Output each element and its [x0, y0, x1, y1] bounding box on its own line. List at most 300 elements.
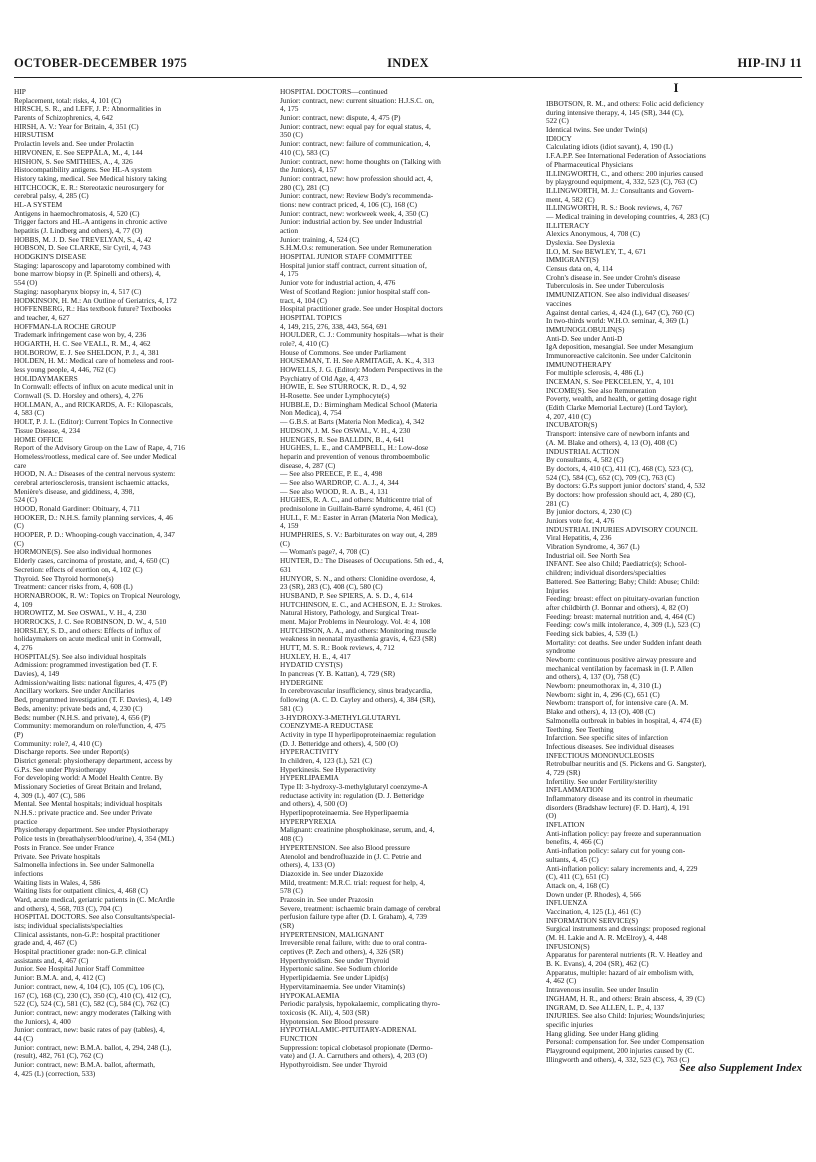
- index-line: Hypothyroidism. See under Thyroid: [280, 1061, 388, 1069]
- index-line: HOLDEN, H. M.: Medical care of homeless and root-: [14, 357, 174, 366]
- index-line: INFECTIOUS MONONUCLEOSIS: [546, 751, 655, 760]
- index-line: Bed, programmed investigation (T. F. Davies), 4, 149: [14, 696, 172, 705]
- index-line: HOULDER, C. J.: Community hospitals—what is their: [280, 331, 444, 340]
- index-line: HUGHES, L. E., and CAMPBELL, H.: Low-dose: [280, 444, 429, 453]
- index-line: Alexics Anonymous, 4, 708 (C): [546, 230, 641, 239]
- index-line: HIRSCH, S. R., and LEFF, J. P.: Abnormalities in: [14, 105, 162, 114]
- index-line: reductase activity in: regulation (D. J. Betteridge: [280, 791, 425, 800]
- index-line: HUNTER, D.: The Diseases of Occupations. 5th ed., 4,: [280, 557, 444, 566]
- index-line: INFUSION(S): [546, 942, 590, 951]
- index-line: Feeding: breast: maternal nutrition and, 4, 464 (C): [546, 612, 695, 621]
- index-line: Anti-inflation policy: salary increments and, 4, 229: [546, 864, 698, 873]
- index-line: Junior: contract, new: angry moderates (Talking with: [14, 1008, 171, 1017]
- index-line: HOWIE, E. See STURROCK, R. D., 4, 92: [280, 383, 407, 392]
- index-line: Poverty, wealth, and health, or getting dosage right: [546, 395, 697, 404]
- index-line: Hyperkinesis. See Hyperactivity: [280, 765, 376, 774]
- index-line: the Juniors), 4, 157: [280, 166, 337, 175]
- index-line: hepatitis (J. Lindberg and others), 4, 77 (O): [14, 227, 143, 235]
- index-line: following (A. C. D. Cayley and others), 4, 384 (SR),: [280, 696, 436, 705]
- index-line: Juniors vote for, 4, 476: [546, 517, 615, 525]
- index-line: action: [280, 227, 299, 235]
- index-line: ists; individual specialists/specialties: [14, 922, 123, 930]
- index-line: HYPERLIPAEMIA: [280, 774, 339, 783]
- index-line: By doctors, 4, 410 (C), 411 (C), 468 (C), 523 (C),: [546, 464, 694, 473]
- index-line: Mortality: cot deaths. See under Sudden infant death: [546, 638, 702, 647]
- index-line: HOOPER, P. D.: Whooping-cough vaccination, 4, 347: [14, 531, 176, 540]
- index-line: INFORMATION SERVICE(S): [546, 916, 638, 925]
- index-line: Suppression: topical clobetasol propionate (Dermo-: [280, 1043, 433, 1052]
- index-line: Junior: contract, new: workweek week, 4, 350 (C): [280, 209, 429, 218]
- index-line: INCOME(S). See also Remuneration: [546, 386, 657, 395]
- index-line: Junior: contract, new: Review Body's recommenda-: [280, 192, 434, 201]
- index-line: during intensive therapy, 4, 145 (SR), 344 (C),: [546, 108, 684, 117]
- index-line: HUMPHRIES, S. V.: Barbiturates on way out, 4, 289: [280, 531, 438, 540]
- index-line: ment. Major Problems in Neurology. Vol. 4: 4, 108: [280, 617, 431, 626]
- index-line: Transport: intensive care of newborn infants and: [546, 430, 690, 439]
- index-line: INFANT. See also Child; Paediatric(s); School-: [546, 560, 687, 569]
- index-line: HUGHES, R. A. C., and others: Multicentre trial of: [280, 496, 433, 505]
- index-line: 167 (C), 168 (C), 230 (C), 350 (C), 410 (C), 412 (C),: [14, 991, 172, 1000]
- index-line: IBBOTSON, R. M., and others: Folic acid deficiency: [546, 100, 704, 108]
- index-line: HYPOKALAEMIA: [280, 991, 340, 1000]
- index-line: HOFFMAN-LA ROCHE GROUP: [14, 322, 116, 331]
- index-line: Feeding sick babies, 4, 539 (L): [546, 629, 638, 638]
- index-line: Severe, treatment: ischaemic brain damage of cerebral: [280, 904, 441, 913]
- index-line: HITCHCOCK, E. R.: Stereotaxic neurosurgery for: [14, 183, 165, 192]
- index-line: 280 (C), 281 (C): [280, 183, 330, 192]
- index-line: others), 4, 133 (O): [280, 861, 335, 870]
- index-line: Community: memorandum on role/function, 4, 475: [14, 722, 166, 731]
- index-line: role?, 4, 410 (C): [280, 339, 329, 348]
- index-line: For developing world: A Model Health Centre. By: [14, 774, 164, 783]
- index-line: Hospital practitioner grade: non-G.P. clinical: [14, 948, 147, 957]
- header-title: INDEX: [387, 56, 429, 70]
- index-line: 4, 109: [14, 600, 33, 609]
- index-line: Hyperthyroidism. See under Thyroid: [280, 956, 390, 965]
- index-line: specific injuries: [546, 1020, 593, 1029]
- index-line: Secretion: effects of exertion on, 4, 102 (C): [14, 565, 143, 574]
- index-line: Teething. See Teething: [546, 725, 614, 734]
- index-line: Dyslexia. See Dyslexia: [546, 239, 615, 247]
- index-line: Junior: contract, new: basic rates of pay (tables), 4,: [14, 1026, 165, 1035]
- index-line: 4, 425 (L) (correction, 533): [14, 1069, 96, 1078]
- index-line: prednisolone in Guillain-Barré syndrome, 4, 461 (C): [280, 505, 436, 513]
- index-line: Menière's disease, and giddiness, 4, 398,: [14, 487, 135, 496]
- index-line: HUBBLE, D.: Birmingham Medical School (Materia: [280, 400, 438, 409]
- index-line: 350 (C): [280, 131, 303, 140]
- index-line: 4, 309 (L), 407 (C), 586: [14, 791, 86, 800]
- index-line: Trigger factors and HL-A antigens in chronic active: [14, 218, 168, 227]
- index-line: INFLUENZA: [546, 899, 588, 908]
- index-line: Junior vote for industrial action, 4, 476: [280, 279, 396, 288]
- index-line: and others), 4, 568, 703 (C), 704 (C): [14, 904, 123, 913]
- index-line: HYPERTENSION, MALIGNANT: [280, 930, 384, 939]
- index-line: Mild, treatment: M.R.C. trial: request for help, 4,: [280, 878, 426, 887]
- index-line: Hypertonic saline. See Sodium chloride: [280, 965, 398, 974]
- index-line: (C): [14, 522, 24, 531]
- index-column-2: [280, 88, 540, 1070]
- index-line: In two-thirds world: W.H.O. seminar, 4, 369 (L): [546, 317, 689, 326]
- index-line: ceptives (P. Zech and others), 4, 326 (SR): [280, 948, 404, 957]
- index-line: Thyroid. See Thyroid hormone(s): [14, 574, 114, 583]
- index-line: INCUBATOR(S): [546, 421, 598, 430]
- index-line: Junior. See Hospital Junior Staff Committee: [14, 965, 145, 974]
- index-line: HOSPITAL JUNIOR STAFF COMMITTEE: [280, 253, 413, 262]
- index-line: Hyperlipoproteinaemia. See Hyperlipaemia: [280, 809, 409, 818]
- index-line: — See also WARDROP, C. A. J., 4, 344: [280, 478, 399, 487]
- index-line: INDUSTRIAL INJURIES ADVISORY COUNCIL: [546, 525, 698, 534]
- index-line: By doctors: how profession should act, 4, 280 (C),: [546, 490, 696, 499]
- index-line: benefits, 4, 466 (C): [546, 838, 604, 847]
- index-line: Blake and others), 4, 13 (O), 408 (C): [546, 708, 656, 717]
- index-line: Anti-inflation policy: salary cut for young con-: [546, 847, 686, 856]
- index-line: Elderly cases, carcinoma of prostate, and, 4, 650 (C): [14, 557, 170, 566]
- index-line: HOBSON, D. See CLARKE, Sir Cyril, 4, 743: [14, 244, 151, 253]
- index-line: heparin and prevention of venous thromboembolic: [280, 452, 430, 461]
- index-line: HOLT, P. J. L. (Editor): Current Topics In Connective: [14, 418, 173, 427]
- index-line: FUNCTION: [280, 1034, 318, 1043]
- index-line: Infectious diseases. See individual diseases: [546, 742, 674, 751]
- index-line: By doctors: G.P.s support junior doctors' stand, 4, 532: [546, 482, 706, 491]
- index-line: HULL, F. M.: Easter in Arran (Materia Non Medica),: [280, 513, 438, 522]
- index-line: Prazosin in. See under Prazosin: [280, 895, 374, 904]
- index-line: 524 (C): [14, 496, 37, 505]
- index-line: INFLATION: [546, 821, 585, 830]
- index-line: HIP: [14, 88, 26, 96]
- index-line: Surgical instruments and dressings: proposed regional: [546, 925, 706, 934]
- index-line: Psychiatry of Old Age, 4, 473: [280, 374, 369, 383]
- index-line: Newborn: continuous positive airway pressure and: [546, 656, 697, 664]
- index-column-1: [14, 88, 274, 1078]
- index-line: Junior: B.M.A. and, 4, 412 (C): [14, 974, 106, 983]
- index-line: (Edith Clarke Memorial Lecture) (Lord Taylor),: [546, 404, 688, 413]
- index-line: Junior: industrial action by. See under Industrial: [280, 218, 423, 227]
- index-line: HL-A SYSTEM: [14, 200, 63, 209]
- index-line: Identical twins. See under Twin(s): [546, 126, 648, 135]
- index-line: 4, 149, 215, 276, 338, 443, 564, 691: [280, 322, 388, 331]
- index-line: HOLIDAYMAKERS: [14, 374, 78, 383]
- index-line: In children, 4, 123 (L), 521 (C): [280, 756, 373, 765]
- header-rule: [14, 77, 802, 78]
- index-line: Trademark infringement case won by, 4, 236: [14, 331, 147, 340]
- index-line: By consultants, 4, 582 (C): [546, 456, 624, 465]
- index-line: Apparatus, multiple: hazard of air embolism with,: [546, 968, 694, 977]
- index-line: Posts in France. See under France: [14, 843, 115, 852]
- index-line: HOSPITAL TOPICS: [280, 313, 342, 322]
- index-line: Non Medica), 4, 754: [280, 409, 342, 418]
- index-line: (C): [14, 539, 24, 548]
- index-line: Report of the Advisory Group on the Law of Rape, 4, 716: [14, 444, 185, 453]
- index-line: Down under (P. Rhodes), 4, 566: [546, 890, 641, 899]
- index-line: Junior: contract, new: failure of communication, 4,: [280, 140, 431, 149]
- index-line: Infarction. See specific sites of infarction: [546, 734, 668, 743]
- index-line: by playground equipment, 4, 332, 523 (C), 763 (C): [546, 178, 698, 187]
- index-line: HOUSEMAN, T. H. See ARMITAGE, A. K., 4, 313: [280, 357, 435, 366]
- index-line: For multiple sclerosis, 4, 486 (L): [546, 369, 644, 378]
- index-line: children; individual disorders/specialties: [546, 569, 666, 578]
- index-line: 4, 207, 410 (C): [546, 412, 591, 421]
- index-line: Irreversible renal failure, with: due to oral contra-: [280, 939, 427, 948]
- index-line: Diazoxide in. See under Diazoxide: [280, 869, 384, 878]
- index-line: toxicosis (K. Ali), 4, 503 (SR): [280, 1008, 370, 1017]
- index-line: Junior: contract, new: dispute, 4, 475 (P): [280, 114, 401, 123]
- index-line: Injuries: [546, 586, 569, 595]
- index-line: HUENGES, R. See BALLDIN, B., 4, 641: [280, 435, 405, 444]
- index-line: West of Scotland Region: junior hospital staff con-: [280, 287, 431, 296]
- index-line: N.H.S.: private practice and. See under Private: [14, 809, 153, 818]
- index-line: of Pharmaceutical Physicians: [546, 160, 634, 169]
- index-line: Junior: contract, new: B.M.A. ballot, aftermath,: [14, 1061, 156, 1069]
- index-line: (A. M. Blake and others), 4, 13 (O), 408 (C): [546, 438, 677, 447]
- index-line: — See also WOOD, R. A. B., 4, 131: [280, 487, 389, 496]
- index-line: HYPERPYREXIA: [280, 817, 337, 826]
- index-line: HOBBS, M. J. D. See TREVELYAN, S., 4, 42: [14, 235, 152, 244]
- index-line: Tissue Disease, 4, 234: [14, 426, 81, 435]
- index-line: Vaccination, 4, 125 (L), 461 (C): [546, 907, 641, 916]
- index-line: Malignant: creatinine phosphokinase, serum, and, 4,: [280, 826, 435, 835]
- index-line: IMMUNIZATION. See also individual diseases/: [546, 291, 690, 300]
- index-line: 4, 729 (SR): [546, 768, 581, 777]
- index-line: perfusion failure type after (D. I. Graham), 4, 739: [280, 913, 427, 922]
- index-line: Against dental caries, 4, 424 (L), 647 (C), 760 (C): [546, 308, 695, 317]
- index-line: B. K. Evans), 4, 204 (SR), 462 (C): [546, 960, 649, 969]
- index-line: HYPERACTIVITY: [280, 748, 340, 757]
- index-line: Personal: compensation for. See under Compensation: [546, 1038, 705, 1047]
- index-line: HOOKER, D.: N.H.S. family planning services, 4, 46: [14, 513, 173, 522]
- index-line: less young people, 4, 446, 762 (C): [14, 366, 116, 374]
- index-line: Anti-D. See under Anti-D: [546, 334, 623, 343]
- index-line: Ward, acute medical, geriatric patients in (C. McArdle: [14, 895, 175, 904]
- index-line: infections: [14, 869, 44, 878]
- index-line: (O): [546, 812, 557, 821]
- index-line: HODKINSON, H. M.: An Outline of Geriatrics, 4, 172: [14, 296, 177, 305]
- index-line: INGHAM, H. R., and others: Brain abscess, 4, 39 (C): [546, 994, 705, 1003]
- index-line: HOFFENBERG, R.: Has textbook future? Textbooks: [14, 305, 172, 314]
- index-line: 4, 462 (C): [546, 977, 577, 986]
- index-line: HUTT, M. S. R.: Book reviews, 4, 712: [280, 644, 395, 652]
- index-line: Anti-inflation policy: pay freeze and superannuation: [546, 829, 701, 838]
- index-line: HOSPITAL(S). See also individual hospitals: [14, 652, 147, 661]
- index-line: Clinical assistants, non-G.P.: hospital practitioner: [14, 930, 160, 939]
- index-line: grade and, 4, 467 (C): [14, 939, 77, 948]
- index-line: Salmonella outbreak in babies in hospital, 4, 474 (E): [546, 716, 702, 725]
- index-line: Parents of Schizophrenics, 4, 642: [14, 114, 113, 123]
- index-line: In pancreas (Y. B. Kattan), 4, 729 (SR): [280, 670, 396, 679]
- index-line: Histocompatibility antigens. See HL-A system: [14, 166, 152, 175]
- index-line: disease, 4, 287 (C): [280, 461, 336, 470]
- index-line: tract, 4, 104 (C): [280, 296, 327, 305]
- index-line: INDUSTRIAL ACTION: [546, 447, 620, 456]
- index-line: Hyperlipidaemia. See under Lipid(s): [280, 974, 389, 983]
- index-line: Immunoreactive calcitonin. See under Calcitonin: [546, 351, 692, 360]
- index-line: (result), 482, 761 (C), 762 (C): [14, 1052, 104, 1061]
- index-line: Waiting lists in Wales, 4, 586: [14, 878, 101, 887]
- index-line: HYDERGINE: [280, 678, 324, 687]
- index-line: Attack on, 4, 168 (C): [546, 881, 609, 890]
- index-line: HUDSON, J. M. See OSWAL, V. H., 4, 230: [280, 426, 411, 435]
- index-line: HYPOTHALAMIC-PITUITARY-ADRENAL: [280, 1026, 417, 1035]
- index-line: bone marrow biopsy in (P. Spinelli and others), 4,: [14, 270, 161, 279]
- index-line: ment, 4, 582 (C): [546, 195, 595, 204]
- index-line: Mental. See Mental hospitals; individual hospitals: [14, 800, 163, 809]
- index-line: 4, 583 (C): [14, 409, 45, 418]
- index-line: Junior: contract, new: current situation: H.J.S.C. on,: [280, 96, 434, 105]
- index-line: Waiting lists for outpatient clinics, 4, 468 (C): [14, 887, 148, 896]
- index-line: Junior: contract, new: B.M.A. ballot, 4, 294, 248 (L),: [14, 1043, 172, 1052]
- index-line: the Juniors), 4, 400: [14, 1017, 71, 1026]
- index-line: practice: [14, 817, 38, 826]
- index-line: INFLAMMATION: [546, 786, 604, 795]
- index-line: 581 (C): [280, 704, 303, 713]
- index-line: Feeding: breast: effect on pituitary-ovarian function: [546, 595, 700, 604]
- index-line: Salmonella infections in. See under Salmonella: [14, 861, 154, 870]
- index-line: 410 (C), 583 (C): [280, 148, 330, 157]
- index-line: Antigens in haemochromatosis, 4, 520 (C): [14, 209, 140, 218]
- index-line: HISHON, S. See SMITHIES, A., 4, 326: [14, 157, 133, 166]
- index-line: Beds, amenity: private beds and, 4, 230 (C): [14, 704, 143, 713]
- index-line: Intravenous insulin. See under Insulin: [546, 986, 659, 995]
- index-line: 408 (C): [280, 835, 303, 844]
- index-line: 4, 159: [280, 522, 299, 531]
- index-line: vate) and (J. A. Carruthers and others), 4, 203 (O): [280, 1052, 428, 1061]
- index-line: (C): [280, 539, 290, 548]
- index-line: HOOD, N. A.: Diseases of the central nervous system:: [14, 470, 176, 479]
- running-header: [14, 56, 802, 78]
- index-line: assistants and, 4, 467 (C): [14, 956, 89, 965]
- index-line: HORMONE(S). See also individual hormones: [14, 548, 152, 557]
- index-line: Admission: programmed investigation bed (T. F.: [14, 661, 158, 670]
- index-line: Tuberculosis in. See under Tuberculosis: [546, 282, 665, 291]
- index-line: vaccines: [546, 299, 572, 308]
- index-line: HYDATID CYST(S): [280, 661, 343, 670]
- index-line: 44 (C): [14, 1034, 34, 1043]
- index-line: — Medical training in developing countries, 4, 283 (C): [546, 212, 710, 221]
- index-line: HORROCKS, J. C. See ROBINSON, D. W., 4, 510: [14, 617, 167, 626]
- index-line: Prolactin levels and. See under Prolactin: [14, 140, 134, 149]
- index-line: HORNABROOK, R. W.: Topics on Tropical Neurology,: [14, 591, 181, 600]
- index-line: ILLINGWORTH, C., and others: 200 injuries caused: [546, 169, 703, 178]
- index-line: COENZYME-A REDUCTASE: [280, 722, 374, 731]
- index-line: 3-HYDROXY-3-METHYLGLUTARYL: [280, 713, 401, 722]
- section-letter: I: [673, 80, 679, 95]
- index-line: Hang gliding. See under Hang gliding: [546, 1029, 659, 1038]
- index-line: Admission/waiting lists: national figures, 4, 475 (P): [14, 678, 168, 687]
- index-line: G.P.s. See under Physiotherapy: [14, 765, 107, 774]
- index-line: 578 (C): [280, 887, 303, 896]
- index-line: Feeding: cow's milk intolerance, 4, 309 (L), 523 (C): [546, 621, 701, 630]
- index-line: Type II: 3-hydroxy-3-methylglutaryl coenzyme-A: [280, 783, 428, 791]
- index-line: Census data on, 4, 114: [546, 265, 613, 274]
- index-line: 522 (C): [546, 117, 569, 126]
- index-line: (P): [14, 730, 24, 739]
- index-line: HYPERTENSION. See also Blood pressure: [280, 843, 410, 852]
- index-line: Playground equipment, 200 injuries caused by (C.: [546, 1046, 695, 1055]
- index-line: 631: [280, 565, 292, 574]
- index-line: HIRSH, A. V.: Year for Britain, 4, 351 (C): [14, 122, 139, 131]
- index-line: Crohn's disease in. See under Crohn's disease: [546, 273, 681, 282]
- index-line: and others), 4, 500 (O): [280, 800, 348, 809]
- index-line: 554 (O): [14, 279, 38, 288]
- index-line: holidaymakers on acute medical unit in Cornwall,: [14, 635, 162, 644]
- index-line: and others), 4, 137 (O), 758 (C): [546, 673, 640, 682]
- index-line: tions: new contract priced, 4, 106 (C), 168 (C): [280, 200, 417, 209]
- index-line: I.F.A.P.P. See International Federation of Associations: [546, 152, 706, 161]
- index-line: By junior doctors, 4, 230 (C): [546, 508, 632, 517]
- index-line: 4, 175: [280, 105, 299, 114]
- index-line: Staging: nasopharynx biopsy in, 4, 517 (C): [14, 287, 142, 296]
- index-line: In cerebrovascular insufficiency, sinus bradycardia,: [280, 687, 433, 696]
- index-line: Community: role?, 4, 410 (C): [14, 739, 102, 748]
- index-line: Newborn: pneumothorax in, 4, 310 (L): [546, 682, 662, 691]
- index-line: Homeless/rootless, medical care of. See under Medical: [14, 452, 177, 461]
- index-line: Atenolol and bendrofluazide in (J. C. Petrie and: [280, 852, 422, 861]
- index-line: House of Commons. See under Parliament: [280, 348, 407, 357]
- index-line: Activity in type II hyperlipoproteinaemia: regulation: [280, 730, 436, 739]
- index-line: Private. See Private hospitals: [14, 852, 101, 861]
- index-line: HOLBOROW, E. J. See SHELDON, P. J., 4, 381: [14, 348, 160, 357]
- index-line: (SR): [280, 922, 294, 930]
- index-line: IMMUNOGLOBULIN(S): [546, 325, 625, 334]
- index-line: Discharge reports. See under Report(s): [14, 748, 129, 757]
- index-line: Junior: contract, new: home thoughts on (Talking with: [280, 157, 441, 166]
- index-line: In Cornwall: effects of influx on acute medical unit in: [14, 383, 174, 392]
- index-line: ILLINGWORTH, M. J.: Consultants and Govern-: [546, 186, 694, 195]
- index-line: disorders (Bradshaw lecture) (F. D. Hart), 4, 191: [546, 803, 690, 812]
- index-line: Periodic paralysis, hypokalaemic, complicating thyro-: [280, 1000, 441, 1009]
- index-line: IMMUNOTHERAPY: [546, 360, 612, 369]
- index-line: Junior: contract, new: equal pay for equal status, 4,: [280, 122, 431, 131]
- index-line: Calculating idiots (idiot savant), 4, 190 (L): [546, 143, 673, 152]
- index-line: Natural History, Pathology, and Surgical Treat-: [280, 609, 420, 618]
- index-line: HUTCHINSON, E. C., and ACHESON, E. J.: Strokes.: [280, 600, 442, 609]
- index-line: Retrobulbar neuritis and (S. Pickens and G. Sangster),: [546, 760, 707, 769]
- index-line: after childbirth (J. Bonnar and others), 4, 82 (O): [546, 603, 689, 612]
- index-line: (M. H. Lakie and A. R. McElroy), 4, 448: [546, 934, 668, 942]
- index-line: Newborn: sight in, 4, 296 (C), 651 (C): [546, 690, 660, 699]
- index-line: HIRVONEN, E. See SEPPÄLA, M., 4, 144: [14, 148, 143, 157]
- index-line: Junior: training, 4, 524 (C): [280, 235, 360, 244]
- index-line: Viral Hepatitis, 4, 236: [546, 534, 612, 543]
- index-line: HOROWITZ, M. See OSWAL, V. H., 4, 230: [14, 609, 147, 618]
- index-line: Staging: laparoscopy and laparotomy combined with: [14, 261, 171, 270]
- index-line: Treatment: cancer risks from, 4, 608 (L): [14, 583, 133, 592]
- index-line: 23 (SR), 283 (C), 408 (C), 580 (C): [280, 583, 383, 592]
- index-line: mechanical ventilation by facemask in (I. P. Allen: [546, 664, 694, 673]
- index-line: Cornwall (S. D. Horsley and others), 4, 276: [14, 392, 144, 401]
- index-line: (D. J. Betteridge and others), 4, 500 (O): [280, 739, 399, 748]
- index-line: 281 (C): [546, 499, 569, 508]
- index-line: Ancillary workers. See under Ancillaries: [14, 687, 135, 696]
- index-line: Junior: contract, new, 4, 104 (C), 105 (C), 106 (C),: [14, 982, 165, 991]
- index-line: Battered. See Battering; Baby; Child: Abuse; Child:: [546, 577, 700, 586]
- index-line: HOOD, Ronald Gardiner: Obituary, 4, 711: [14, 505, 141, 513]
- index-line: HOME OFFICE: [14, 435, 64, 444]
- index-line: syndrome: [546, 647, 576, 656]
- index-line: — G.B.S. at Barts (Materia Non Medica), 4, 342: [280, 418, 425, 427]
- index-line: Illingworth and others), 4, 332, 523 (C), 763 (C): [546, 1055, 690, 1064]
- index-line: INJURIES. See also Child: Injuries; Wounds/injuries;: [546, 1012, 705, 1021]
- index-line: Apparatus for parenteral nutrients (R. V. Heatley and: [546, 951, 703, 960]
- index-line: HORSLEY, S. D., and others: Effects of influx of: [14, 626, 161, 635]
- index-line: HUNYOR, S. N., and others: Clonidine overdose, 4,: [280, 574, 436, 583]
- index-line: cerebral palsy, 4, 285 (C): [14, 192, 89, 201]
- index-line: Hospital practitioner grade. See under Hospital doctors: [280, 305, 443, 314]
- index-line: H-Rosette. See under Lymphocyte(s): [280, 392, 390, 401]
- index-line: Police tests in (breathalyser/blood/urine), 4, 354 (ML): [14, 835, 175, 844]
- supplement-note: See also Supplement Index: [679, 1062, 802, 1074]
- index-line: HIRSUTISM: [14, 131, 54, 140]
- index-line: Vibration Syndrome, 4, 367 (L): [546, 543, 640, 552]
